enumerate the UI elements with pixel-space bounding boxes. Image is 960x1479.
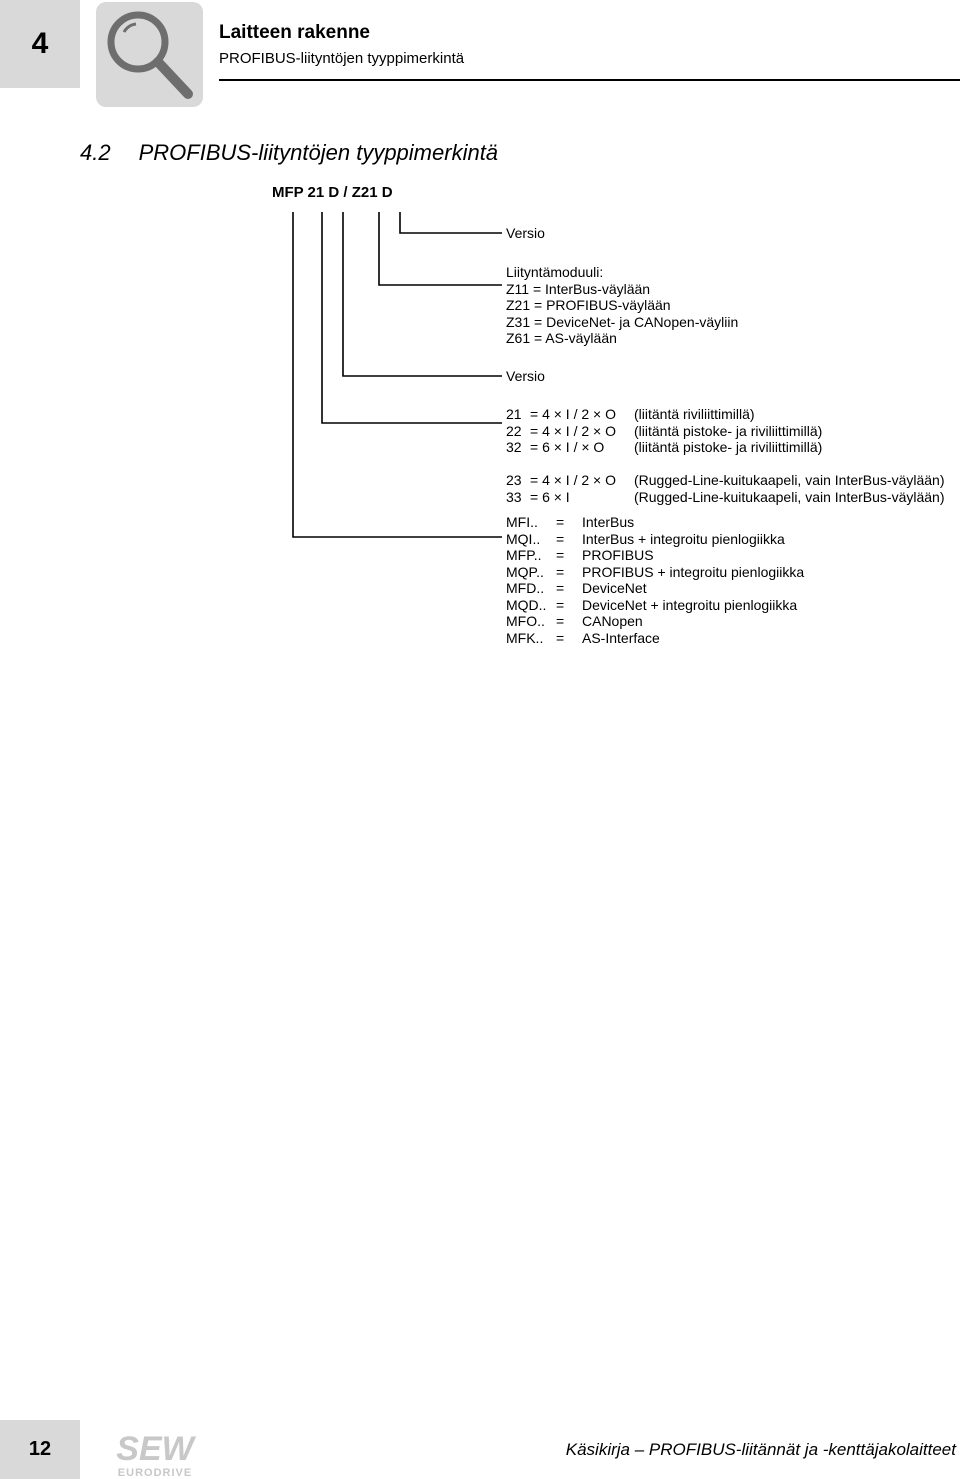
module-item: Z21 = PROFIBUS-väylään [506, 297, 671, 313]
section-number: 4.2 [80, 140, 111, 165]
list-item: MFP.. = PROFIBUS [506, 547, 654, 563]
variant-row: 33 = 6 × I (Rugged-Line-kuitukaapeli, vain InterBus-väylään) [506, 488, 945, 505]
list-item: MQI.. = InterBus + integroitu pienlogiikka [506, 530, 785, 547]
variant-row: 22 = 4 × I / 2 × O (liitäntä pistoke- ja riviliittimillä) [506, 422, 823, 439]
module-list [506, 514, 804, 646]
chapter-number: 4 [0, 0, 80, 88]
list-item: MQP.. = PROFIBUS + integroitu pienlogiikka [506, 563, 805, 580]
list-item: MFI.. = InterBus [506, 514, 635, 530]
list-item: MFO.. = CANopen [506, 613, 643, 629]
module-heading: Liityntämoduuli: [506, 264, 604, 280]
header-subtitle: PROFIBUS-liityntöjen tyyppimerkintä [219, 50, 465, 67]
logo-top-text: SEW [116, 1430, 194, 1468]
header-title: Laitteen rakenne [219, 22, 370, 43]
footer-manual-title: Käsikirja – PROFIBUS-liitännät ja -kenttäjakolaitteet [565, 1440, 956, 1459]
variant-row: 23 = 4 × I / 2 × O (Rugged-Line-kuitukaapeli, vain InterBus-väylään) [506, 472, 945, 488]
module-item: Z31 = DeviceNet- ja CANopen-väyliin [506, 313, 739, 330]
list-item: MFK.. = AS-Interface [506, 629, 660, 646]
section-title: PROFIBUS-liityntöjen tyyppimerkintä [138, 140, 499, 165]
module-block [506, 264, 738, 347]
list-item: MFD.. = DeviceNet [506, 580, 647, 596]
module-item: Z11 = InterBus-väylään [506, 280, 651, 297]
bracket-line-modules [293, 212, 502, 537]
variant-row: 32 = 6 × I / × O (liitäntä pistoke- ja riviliittimillä) [506, 439, 823, 455]
variant-row: 21 = 4 × I / 2 × O (liitäntä riviliittimillä) [506, 406, 755, 422]
bracket-lines [0, 0, 960, 700]
bracket-line-version-b [343, 212, 502, 376]
version-a-label: Versio [506, 225, 545, 241]
bracket-line-variants [322, 212, 502, 423]
list-item: MQD.. = DeviceNet + integroitu pienlogiikka [506, 596, 798, 613]
logo-bottom-text: EURODRIVE [117, 1467, 193, 1478]
bracket-line-module [379, 212, 502, 285]
sew-eurodrive-logo [102, 1430, 208, 1478]
page-number: 12 [0, 1420, 80, 1479]
type-code: MFP 21 D / Z21 D [272, 184, 393, 201]
bracket-line-version-a [400, 212, 502, 233]
version-b-label: Versio [506, 368, 545, 384]
module-item: Z61 = AS-väylään [506, 330, 617, 346]
rugged-variants [506, 472, 945, 505]
io-variants [506, 406, 822, 456]
